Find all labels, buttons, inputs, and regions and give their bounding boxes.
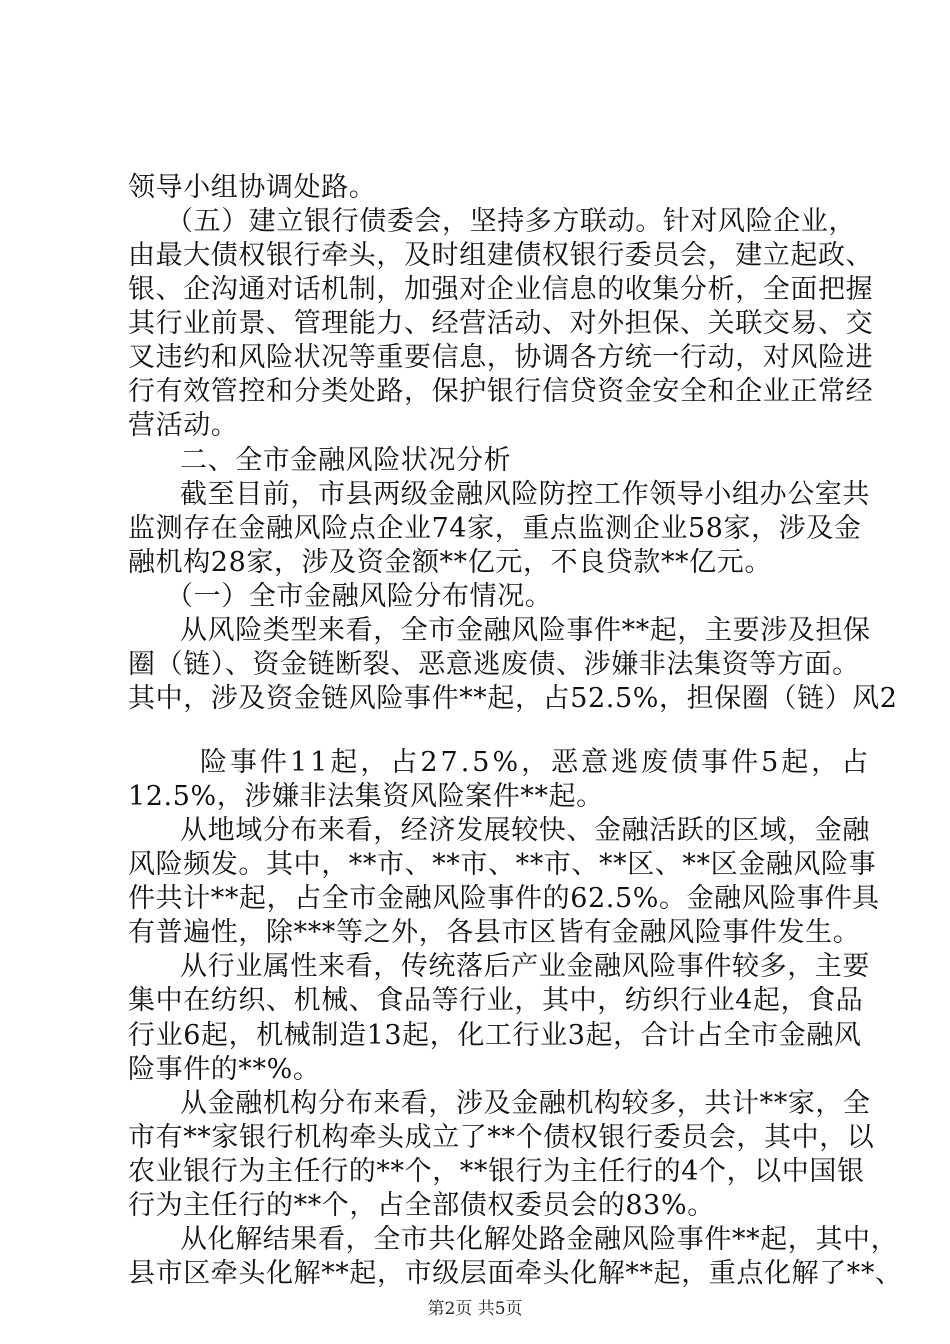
text-line: 12.5%，涉嫌非法集资风险案件**起。: [128, 781, 604, 812]
text-line: 其行业前景、管理能力、经营活动、对外担保、关联交易、交: [128, 308, 874, 339]
text-line: 其中，涉及资金链风险事件**起，占52.5%，担保圈（链）风2: [128, 683, 898, 714]
text-line: 融机构28家，涉及资金额**亿元，不良贷款**亿元。: [128, 547, 772, 578]
subsection-heading: （一）全市金融风险分布情况。: [166, 581, 553, 612]
text-line: 件共计**起，占全市金融风险事件的62.5%。金融风险事件具: [128, 883, 880, 914]
text-line: 由最大债权银行牵头，及时组建债权银行委员会，建立起政、: [128, 240, 874, 271]
text-line: 银、企沟通对话机制，加强对企业信息的收集分析，全面把握: [128, 274, 874, 305]
text-line: 险事件11起，占27.5%，恶意逃废债事件5起，占: [200, 747, 872, 778]
section-heading: 二、全市金融风险状况分析: [180, 445, 512, 476]
text-line: 有普遍性，除***等之外，各县市区皆有金融风险事件发生。: [128, 917, 861, 948]
text-line: 截至目前，市县两级金融风险防控工作领导小组办公室共: [180, 479, 870, 510]
text-line: 营活动。: [128, 410, 239, 441]
text-line: 叉违约和风险状况等重要信息，协调各方统一行动，对风险进: [128, 342, 874, 373]
text-line: 集中在纺织、机械、食品等行业，其中，纺织行业4起，食品: [128, 985, 864, 1016]
text-line: 市有**家银行机构牵头成立了**个债权银行委员会，其中，以: [128, 1122, 875, 1153]
text-line: 险事件的**%。: [128, 1054, 321, 1085]
text-line: 从地域分布来看，经济发展较快、金融活跃的区域，金融: [180, 815, 870, 846]
text-line: 县市区牵头化解**起，市级层面牵头化解**起，重点化解了**、: [128, 1258, 903, 1289]
text-line: （五）建立银行债委会，坚持多方联动。针对风险企业，: [166, 206, 856, 237]
text-line: 行业6起，机械制造13起，化工行业3起，合计占全市金融风: [128, 1020, 862, 1051]
text-line: 监测存在金融风险点企业74家，重点监测企业58家，涉及金: [128, 513, 862, 544]
text-line: 从行业属性来看，传统落后产业金融风险事件较多，主要: [180, 951, 870, 982]
text-line: 行有效管控和分类处路，保护银行信贷资金安全和企业正常经: [128, 376, 874, 407]
text-line: 领导小组协调处路。: [128, 172, 377, 203]
text-line: 从风险类型来看，全市金融风险事件**起，主要涉及担保: [180, 615, 871, 646]
text-line: 风险频发。其中，**市、**市、**市、**区、**区金融风险事: [128, 849, 877, 880]
text-line: 圈（链）、资金链断裂、恶意逃废债、涉嫌非法集资等方面。: [128, 649, 860, 680]
page-footer: 第2页 共5页: [427, 1299, 523, 1319]
text-line: 从化解结果看，全市共化解处路金融风险事件**起，其中，: [180, 1224, 899, 1255]
text-line: 行为主任行的**个，占全部债权委员会的83%。: [128, 1190, 715, 1221]
text-line: 农业银行为主任行的**个，**银行为主任行的4个，以中国银: [128, 1156, 865, 1187]
text-line: 从金融机构分布来看，涉及金融机构较多，共计**家，全: [180, 1088, 871, 1119]
